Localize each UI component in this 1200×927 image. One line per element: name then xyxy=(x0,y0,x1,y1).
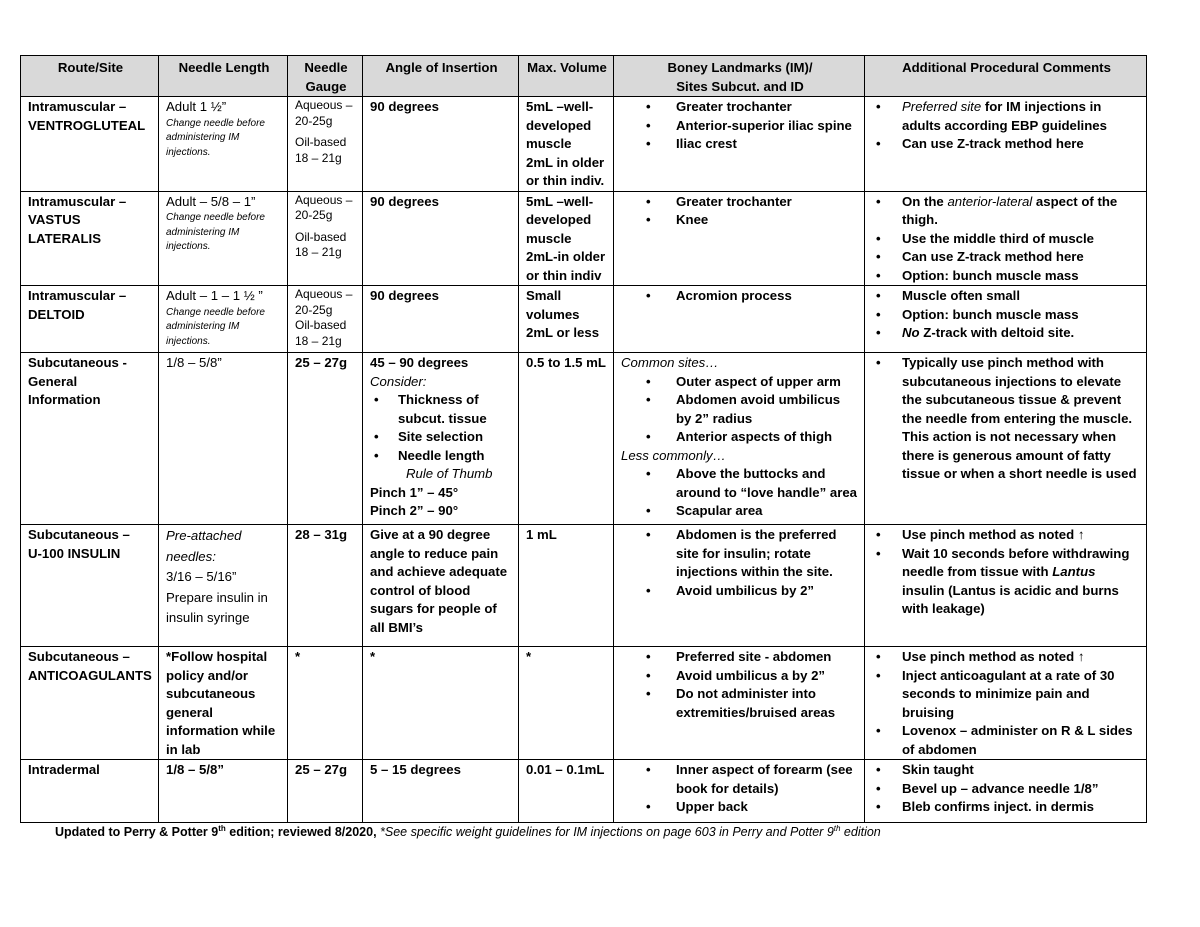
footer-text: *See specific weight guidelines for IM injections on page 603 in Perry and Potter 9 xyxy=(380,825,834,840)
route-line1: Subcutaneous – xyxy=(28,649,130,664)
angle-cell: 90 degrees xyxy=(363,286,519,353)
rule-of-thumb: Rule of Thumb xyxy=(406,466,493,481)
header-route: Route/Site xyxy=(21,56,159,97)
landmarks-cell xyxy=(614,286,865,353)
list-item: • Inner aspect of forearm (see book for details) xyxy=(621,761,859,798)
needle-length-cell xyxy=(159,286,288,353)
gauge-oil-based: Oil-based 18 – 21g xyxy=(295,135,347,165)
list-item: • Do not administer into extremities/bruised areas xyxy=(621,685,859,722)
needle-gauge-cell xyxy=(288,286,363,353)
volume-cell xyxy=(519,191,614,286)
route-line2: DELTOID xyxy=(28,306,85,322)
list-item: • Skin taught xyxy=(872,761,1141,780)
list-item: • Typically use pinch method with subcutaneous injections to elevate the subcutaneous tissue & prevent the needle from entering the muscle. This action is not necessary when there is generous amount of fatty tissue or when a short needle is used xyxy=(872,354,1141,484)
route-cell xyxy=(21,647,159,760)
comment-text: Z-track with deltoid site. xyxy=(919,325,1075,340)
list-item: • Bleb confirms inject. in dermis xyxy=(872,798,1141,817)
gauge-aqueous: Aqueous – 20-25g xyxy=(295,98,353,128)
list-item: • Needle length xyxy=(370,447,513,466)
common-sites-label: Common sites… xyxy=(621,355,719,370)
route-line1: Intramuscular – xyxy=(28,288,127,303)
route-cell xyxy=(21,191,159,286)
volume-cell: 1 mL xyxy=(519,525,614,647)
list-item: • Acromion process xyxy=(621,287,859,306)
volume-cell: 0.01 – 0.1mL xyxy=(519,760,614,823)
footer-superscript: th xyxy=(833,824,841,833)
volume-cell xyxy=(519,286,614,353)
list-item: • Option: bunch muscle mass xyxy=(872,267,1141,286)
gauge-oil-based: Oil-based 18 – 21g xyxy=(295,229,347,259)
table-row-subcutaneous-general xyxy=(21,353,1147,525)
needle-gauge-cell: * xyxy=(288,647,363,760)
gauge-oil-based: Oil-based 18 – 21g xyxy=(295,318,347,348)
comments-cell xyxy=(865,97,1147,192)
volume-cell: 0.5 to 1.5 mL xyxy=(519,353,614,525)
comment-text: Wait 10 seconds before withdrawing needle from tissue with xyxy=(902,545,1130,579)
header-landmarks-line1: Boney Landmarks (IM)/ xyxy=(667,60,813,75)
table-row-deltoid xyxy=(21,286,1147,353)
list-item: • Avoid umbilicus by 2” xyxy=(621,582,859,601)
angle-cell: 90 degrees xyxy=(363,191,519,286)
list-item: • Preferred site - abdomen xyxy=(621,648,859,667)
list-item: • Upper back xyxy=(621,798,859,817)
list-item: • Knee xyxy=(621,211,859,230)
list-item: • Muscle often small xyxy=(872,287,1141,306)
list-item: • Can use Z-track method here xyxy=(872,135,1141,154)
gauge-aqueous: Aqueous – 20-25g xyxy=(295,192,353,222)
comment-text: for IM injections in adults according EBP guidelines xyxy=(902,99,1107,133)
comment-text: insulin (Lantus is acidic and burns with leakage) xyxy=(902,582,1119,616)
volume-line2: 2mL-in older or thin indiv xyxy=(526,249,606,283)
list-item: • Abdomen is the preferred site for insulin; rotate injections within the site. xyxy=(621,526,859,582)
table-row-insulin xyxy=(21,525,1147,647)
pinch-1: Pinch 1” – 45° xyxy=(370,484,459,500)
needle-length-cell xyxy=(159,525,288,647)
list-item: • Outer aspect of upper arm xyxy=(621,373,859,392)
header-angle: Angle of Insertion xyxy=(363,56,519,97)
footer-text: edition; reviewed 8/2020, xyxy=(225,825,381,840)
list-item xyxy=(872,193,1141,230)
list-item: • Site selection xyxy=(370,428,513,447)
consider-label: Consider: xyxy=(370,373,427,389)
route-line1: Intramuscular – xyxy=(28,99,127,114)
volume-line1: 5mL –well-developed muscle xyxy=(526,99,594,151)
header-needle-length: Needle Length xyxy=(159,56,288,97)
list-item xyxy=(872,98,1141,135)
needle-length: Adult – 5/8 – 1” xyxy=(166,193,256,209)
route-cell: Intradermal xyxy=(21,760,159,823)
comment-text: On the xyxy=(902,193,948,209)
volume-cell xyxy=(519,97,614,192)
needle-length-note: Change needle before administering IM injections. xyxy=(166,306,265,347)
header-landmarks xyxy=(614,56,865,97)
needle-length: 3/16 – 5/16” xyxy=(166,569,237,584)
pinch-2: Pinch 2” – 90° xyxy=(370,503,459,518)
list-item: • Greater trochanter xyxy=(621,98,859,117)
route-line2: VASTUS LATERALIS xyxy=(28,212,102,246)
list-item: • Inject anticoagulant at a rate of 30 seconds to minimize pain and bruising xyxy=(872,667,1141,723)
comments-cell xyxy=(865,191,1147,286)
route-line2: U-100 INSULIN xyxy=(28,545,121,561)
list-item: • Iliac crest xyxy=(621,135,859,154)
header-max-volume: Max. Volume xyxy=(519,56,614,97)
landmarks-cell xyxy=(614,647,865,760)
comments-cell xyxy=(865,286,1147,353)
header-row xyxy=(21,56,1147,97)
gauge-aqueous: Aqueous – 20-25g xyxy=(295,287,353,317)
needle-length-cell xyxy=(159,97,288,192)
needle-length: Adult 1 ½” xyxy=(166,99,227,114)
volume-cell: * xyxy=(519,647,614,760)
footer-text: Updated to Perry & Potter 9 xyxy=(55,825,219,840)
comment-emphasis: No xyxy=(902,325,920,340)
list-item: • Abdomen avoid umbilicus by 2” radius xyxy=(621,391,859,428)
needle-gauge-cell xyxy=(288,97,363,192)
route-line2: ANTICOAGULANTS xyxy=(28,667,152,683)
needle-length-note: Change needle before administering IM injections. xyxy=(166,117,265,158)
needle-gauge-cell: 25 – 27g xyxy=(288,353,363,525)
landmarks-cell xyxy=(614,97,865,192)
header-needle-gauge: Needle Gauge xyxy=(288,56,363,97)
list-item: • Lovenox – administer on R & L sides of abdomen xyxy=(872,722,1141,759)
list-item: • Anterior-superior iliac spine xyxy=(621,117,859,136)
comment-emphasis: Lantus xyxy=(1052,564,1096,579)
list-item: • Can use Z-track method here xyxy=(872,248,1141,267)
less-common-label: Less commonly… xyxy=(621,447,726,463)
table-row-anticoagulants xyxy=(21,647,1147,760)
table-row-vastus-lateralis xyxy=(21,191,1147,286)
needle-length-cell: *Follow hospital policy and/or subcutaneous general information while in lab xyxy=(159,647,288,760)
comments-cell xyxy=(865,353,1147,525)
comments-cell xyxy=(865,525,1147,647)
comment-emphasis: Preferred site xyxy=(902,99,982,114)
landmarks-cell xyxy=(614,353,865,525)
route-cell: Subcutaneous - General Information xyxy=(21,353,159,525)
list-item: • Anterior aspects of thigh xyxy=(621,428,859,447)
comments-cell xyxy=(865,647,1147,760)
angle-cell: * xyxy=(363,647,519,760)
footer-note xyxy=(55,824,881,839)
volume-line1: Small volumes xyxy=(526,288,580,322)
needle-gauge-cell: 25 – 27g xyxy=(288,760,363,823)
insulin-prep-note: Prepare insulin in insulin syringe xyxy=(166,589,268,625)
header-comments: Additional Procedural Comments xyxy=(865,56,1147,97)
angle-range: 45 – 90 degrees xyxy=(370,355,469,370)
needle-length-note: Change needle before administering IM injections. xyxy=(166,212,265,252)
list-item: • Option: bunch muscle mass xyxy=(872,306,1141,325)
footer-text: edition xyxy=(840,825,881,840)
list-item xyxy=(872,324,1141,343)
list-item: • Scapular area xyxy=(621,502,859,521)
list-item: • Use pinch method as noted ↑ xyxy=(872,648,1141,667)
comments-cell xyxy=(865,760,1147,823)
header-landmarks-line2: Sites Subcut. and ID xyxy=(676,78,804,94)
list-item: • Bevel up – advance needle 1/8” xyxy=(872,780,1141,799)
list-item: • Thickness of subcut. tissue xyxy=(370,391,513,428)
route-line2: VENTROGLUTEAL xyxy=(28,117,146,133)
needle-gauge-cell xyxy=(288,191,363,286)
volume-line2: 2mL in older or thin indiv. xyxy=(526,154,605,188)
angle-cell xyxy=(363,353,519,525)
table-row-intradermal xyxy=(21,760,1147,823)
needle-length-note: Pre-attached needles: xyxy=(166,528,242,564)
needle-length-cell: 1/8 – 5/8” xyxy=(159,353,288,525)
footer-weight-note xyxy=(380,825,881,839)
route-line1: Subcutaneous – xyxy=(28,527,130,542)
list-item: • Use the middle third of muscle xyxy=(872,230,1141,249)
angle-cell: Give at a 90 degree angle to reduce pain and achieve adequate control of blood sugars for people of all BMI’s xyxy=(363,525,519,647)
table-row-ventrogluteal xyxy=(21,97,1147,192)
list-item: • Greater trochanter xyxy=(621,193,859,212)
route-cell xyxy=(21,97,159,192)
landmarks-cell xyxy=(614,191,865,286)
footer-superscript: th xyxy=(218,824,226,833)
comment-text: aspect of the thigh. xyxy=(902,193,1118,227)
landmarks-cell xyxy=(614,525,865,647)
list-item: • Avoid umbilicus a by 2” xyxy=(621,667,859,686)
needle-length: Adult – 1 – 1 ½ ” xyxy=(166,288,263,303)
list-item: • Above the buttocks and around to “love handle” area xyxy=(621,465,859,502)
route-cell xyxy=(21,525,159,647)
needle-length-cell: 1/8 – 5/8” xyxy=(159,760,288,823)
volume-line2: 2mL or less xyxy=(526,325,600,340)
route-line1: Intramuscular – xyxy=(28,193,127,209)
comment-emphasis: anterior-lateral xyxy=(947,193,1033,209)
volume-line1: 5mL –well-developed muscle xyxy=(526,193,594,246)
angle-cell: 5 – 15 degrees xyxy=(363,760,519,823)
needle-gauge-cell: 28 – 31g xyxy=(288,525,363,647)
list-item xyxy=(872,545,1141,619)
landmarks-cell xyxy=(614,760,865,823)
angle-cell: 90 degrees xyxy=(363,97,519,192)
needle-length-cell xyxy=(159,191,288,286)
list-item: • Use pinch method as noted ↑ xyxy=(872,526,1141,545)
injection-guidelines-table xyxy=(20,55,1147,823)
route-cell xyxy=(21,286,159,353)
footer-update xyxy=(55,825,380,839)
